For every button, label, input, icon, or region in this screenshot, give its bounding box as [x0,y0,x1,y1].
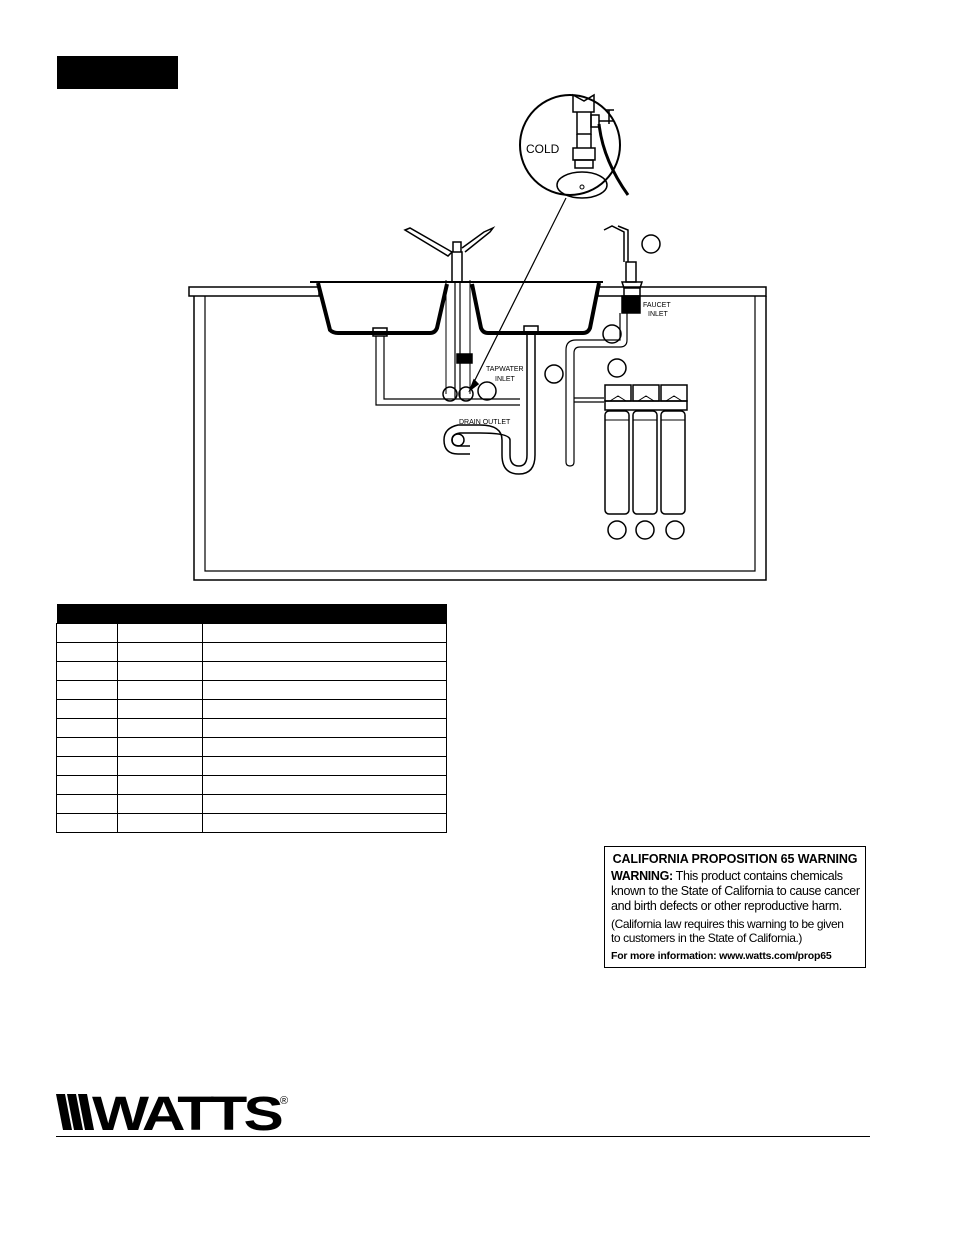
parts-table [56,604,447,833]
prop65-warning-text [611,869,865,914]
note-line-2: to customers in the State of California.) [611,931,803,945]
prop65-warning-box [604,846,866,968]
table-row [57,624,447,643]
watts-logo [56,1090,296,1134]
table-row [57,757,447,776]
note-line-1: (California law requires this warning to be given [611,917,844,931]
logo-wordmark: WATTS [92,1090,283,1134]
table-row [57,700,447,719]
warning-lead: WARNING: [611,869,673,883]
warning-line-1: This product contains chemicals [672,869,843,883]
faucet-inlet-label-2: INLET [648,311,668,318]
table-row [57,738,447,757]
table-row [57,814,447,833]
tapwater-inlet-label-1: TAPWATER [486,366,524,373]
table-row [57,643,447,662]
table-row [57,776,447,795]
prop65-note [611,917,865,945]
faucet-inlet-label-1: FAUCET [643,302,671,309]
prop65-title: CALIFORNIA PROPOSITION 65 WARNING [612,852,858,866]
warning-line-2: known to the State of California to cause cancer [611,884,860,898]
warning-line-3: and birth defects or other reproductive harm. [611,899,842,913]
prop65-more-info: For more information: www.watts.com/prop65 [611,950,832,962]
tapwater-inlet-label-2: INLET [495,376,515,383]
table-row [57,681,447,700]
footer-divider [56,1136,870,1137]
parts-table-header [57,604,447,624]
installation-diagram [0,0,954,600]
table-row [57,662,447,681]
table-row [57,795,447,814]
cold-label: COLD [526,142,560,156]
table-row [57,719,447,738]
registered-mark: ® [280,1095,289,1107]
drain-outlet-label: DRAIN OUTLET [459,419,511,426]
